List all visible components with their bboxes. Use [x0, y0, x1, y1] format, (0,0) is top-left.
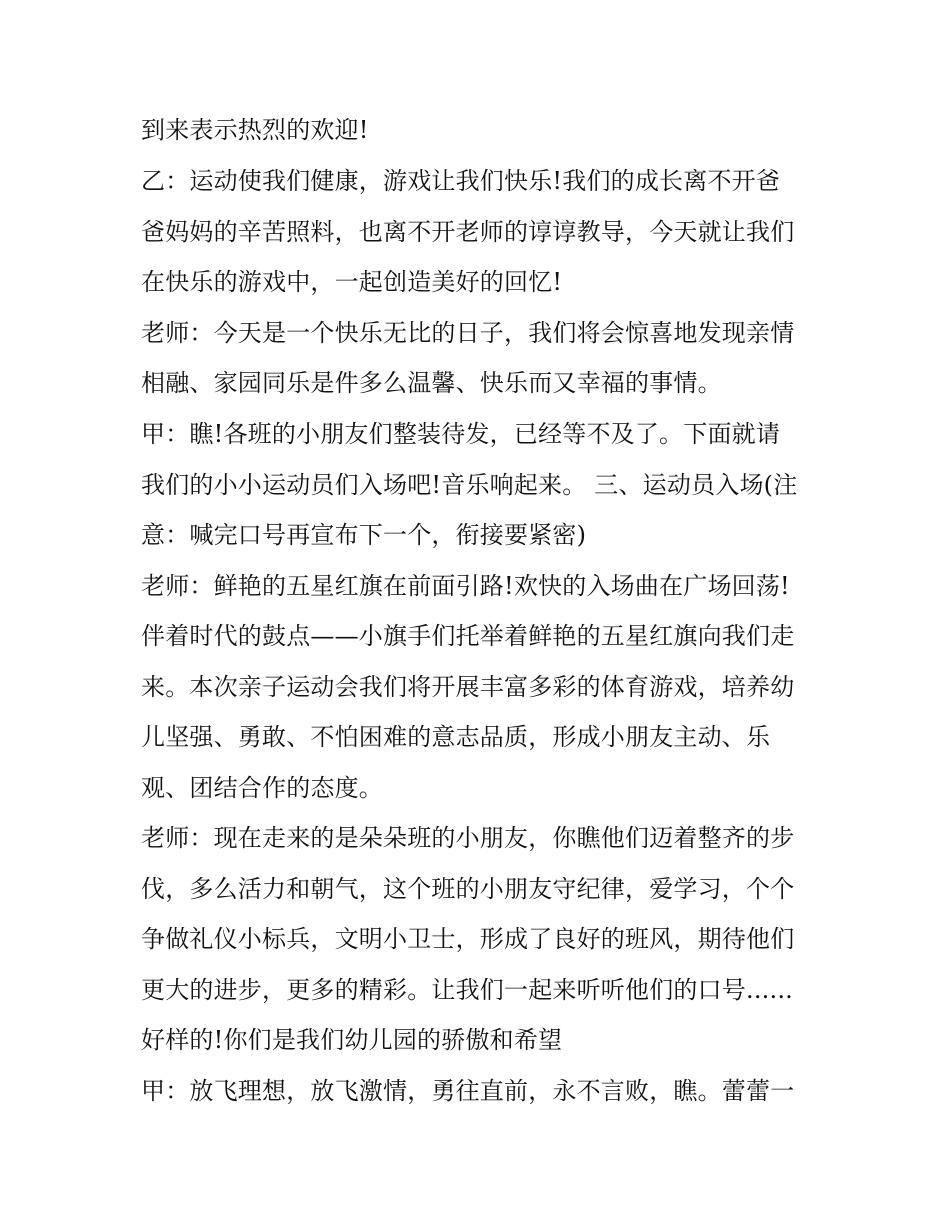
text-line: 意：喊完口号再宣布下一个，衔接要紧密) [141, 521, 587, 549]
text-line: 乙：运动使我们健康，游戏让我们快乐!我们的成长离不开爸 [141, 167, 781, 195]
text-line: 在快乐的游戏中，一起创造美好的回忆! [141, 268, 563, 296]
text-line: 儿坚强、勇敢、不怕困难的意志品质，形成小朋友主动、乐 [141, 723, 771, 751]
text-line: 相融、家园同乐是件多么温馨、快乐而又幸福的事情。 [141, 369, 722, 397]
text-line: 我们的小小运动员们入场吧!音乐响起来。 三、运动员入场(注 [141, 471, 798, 499]
text-line: 好样的!你们是我们幼儿园的骄傲和希望 [141, 1026, 563, 1054]
text-line: 爸妈妈的辛苦照料，也离不开老师的谆谆教导，今天就让我们 [141, 218, 795, 246]
text-line: 老师：今天是一个快乐无比的日子，我们将会惊喜地发现亲情 [141, 319, 795, 347]
text-line: 争做礼仪小标兵，文明小卫士，形成了良好的班风，期待他们 [141, 925, 795, 953]
text-line: 伴着时代的鼓点——小旗手们托举着鲜艳的五星红旗向我们走 [141, 622, 795, 650]
text-line: 来。本次亲子运动会我们将开展丰富多彩的体育游戏，培养幼 [141, 673, 795, 701]
text-line: 老师：现在走来的是朵朵班的小朋友，你瞧他们迈着整齐的步 [141, 824, 795, 852]
text-line: 甲：瞧!各班的小朋友们整装待发，已经等不及了。下面就请 [141, 420, 781, 448]
text-line: 观、团结合作的态度。 [141, 774, 383, 802]
text-line: 老师：鲜艳的五星红旗在前面引路!欢快的入场曲在广场回荡! [141, 572, 790, 600]
text-line: 到来表示热烈的欢迎! [141, 116, 369, 144]
text-line: 甲：放飞理想，放飞激情，勇往直前，永不言败，瞧。蕾蕾一 [141, 1077, 795, 1105]
text-line: 伐，多么活力和朝气，这个班的小朋友守纪律，爱学习，个个 [141, 875, 795, 903]
text-line: 更大的进步，更多的精彩。让我们一起来听听他们的口号...... [141, 976, 793, 1004]
